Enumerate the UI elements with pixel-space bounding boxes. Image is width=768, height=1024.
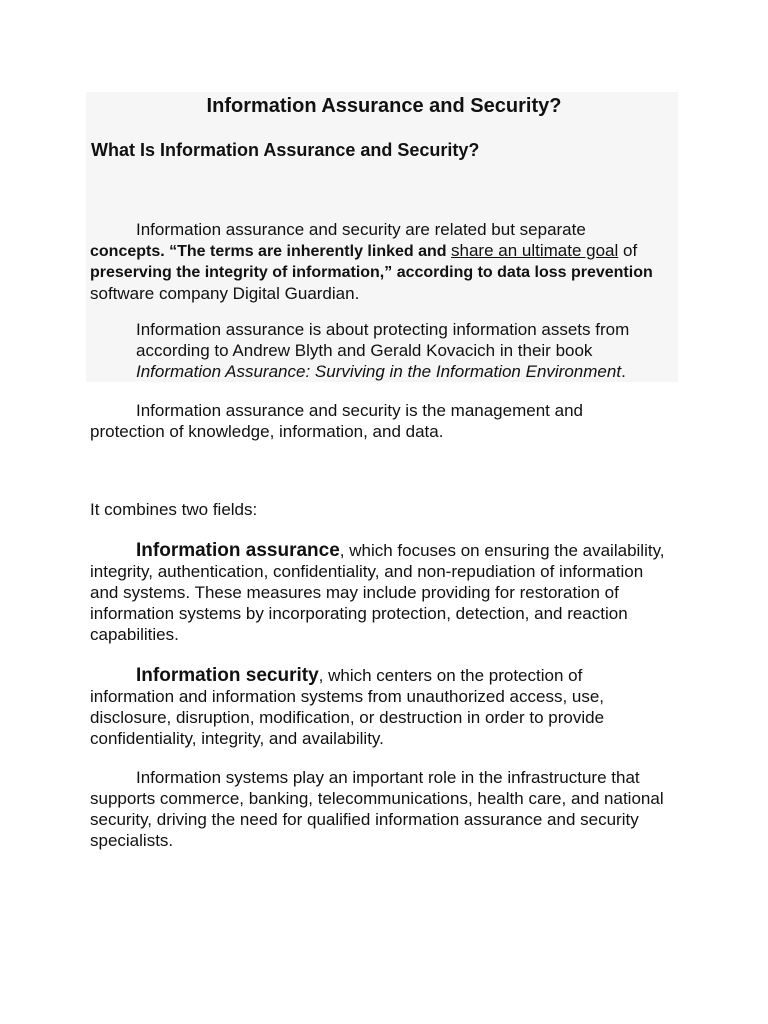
paragraph-1-line-1: Information assurance and security are related but separate xyxy=(136,220,586,239)
field-information-assurance: Information assurance, which focuses on ensuring the availability, integrity, authentication, confidentiality, and non-repudiation of information and systems. These measures may include providing for restoration of information systems by incorporating protection, detection, and reaction capabilities. xyxy=(90,540,665,644)
underlined-link-text: share an ultimate goal xyxy=(451,241,619,260)
fields-intro: It combines two fields: xyxy=(90,500,258,519)
paragraph-3: Information assurance and security is the management and protection of knowledge, information, and data. xyxy=(90,401,583,441)
paragraph-1 xyxy=(90,219,690,304)
document-title: Information Assurance and Security? xyxy=(206,95,562,117)
section-heading: What Is Information Assurance and Security? xyxy=(91,140,480,160)
paragraph-1-line-3: preserving the integrity of information,” according to data loss prevention xyxy=(90,264,653,281)
book-title: Information Assurance: Surviving in the Information Environment xyxy=(136,362,622,381)
term-information-security: Information security xyxy=(136,665,319,686)
paragraph-4: Information systems play an important role in the infrastructure that supports commerce, banking, telecommunications, health care, and national security, driving the need for qualified information assurance and security specialists. xyxy=(90,768,664,850)
term-information-assurance: Information assurance xyxy=(136,540,340,561)
field-information-security: Information security, which centers on the protection of information and information systems from unauthorized access, use, disclosure, disruption, modification, or destruction in order to provide confidentiality, integrity, and availability. xyxy=(90,665,605,748)
paragraph-1-line-4: software company Digital Guardian. xyxy=(90,284,360,303)
paragraph-1-line-2: concepts. “The terms are inherently linked and share an ultimate goal of xyxy=(90,241,638,260)
paragraph-2: Information assurance is about protecting information assets from according to Andrew Blyth and Gerald Kovacich in their book Information Assurance: Surviving in the Information Environment. xyxy=(136,320,630,381)
